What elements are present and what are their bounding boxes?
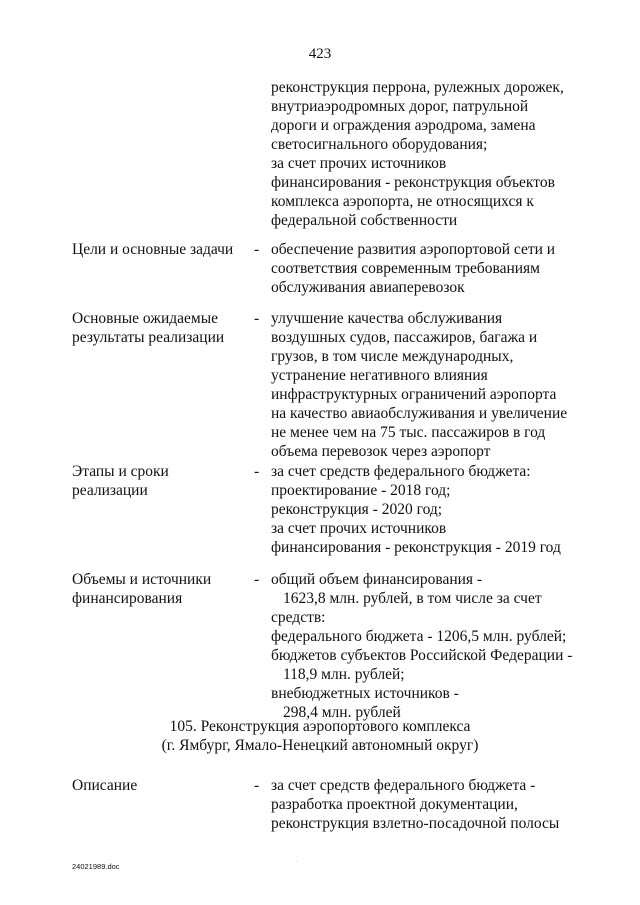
row-label bbox=[72, 570, 252, 608]
text-line: за счет средств федерального бюджета: bbox=[271, 463, 531, 480]
text-line: за счет средств федерального бюджета - bbox=[271, 777, 536, 794]
label-line: Описание bbox=[72, 777, 138, 794]
text-line: обеспечение развития аэропортовой сети и bbox=[271, 241, 556, 258]
label-line: результаты реализации bbox=[72, 329, 225, 346]
row-dash: - bbox=[254, 310, 260, 327]
text-line: светосигнального оборудования; bbox=[271, 136, 488, 153]
label-line: реализации bbox=[72, 482, 148, 499]
row-dash: - bbox=[254, 463, 260, 480]
text-line: финансирования - реконструкция объектов bbox=[271, 174, 555, 191]
row-text bbox=[271, 776, 591, 833]
row-text bbox=[271, 309, 591, 461]
label-line: Основные ожидаемые bbox=[72, 310, 219, 327]
scan-dot: . bbox=[296, 858, 298, 864]
row-dash: - bbox=[254, 777, 260, 794]
label-line: Цели и основные задачи bbox=[72, 241, 234, 258]
text-line: соответствия современным требованиям bbox=[271, 260, 540, 277]
text-line: 118,9 млн. рублей; bbox=[283, 666, 405, 683]
text-line: разработка проектной документации, bbox=[271, 796, 518, 813]
row-label bbox=[72, 776, 252, 795]
text-line: 298,4 млн. рублей bbox=[283, 704, 401, 721]
text-line: дороги и ограждения аэродрома, замена bbox=[271, 117, 536, 134]
text-line: обслуживания авиаперевозок bbox=[271, 279, 465, 296]
text-line: внебюджетных источников - bbox=[271, 685, 459, 702]
row-text bbox=[271, 462, 591, 557]
text-line: 1623,8 млн. рублей, в том числе за счет bbox=[283, 590, 542, 607]
row-dash: - bbox=[254, 241, 260, 258]
text-line: улучшение качества обслуживания bbox=[271, 310, 503, 327]
row-label bbox=[72, 240, 252, 259]
text-line: общий объем финансирования - bbox=[271, 571, 483, 588]
row-label bbox=[72, 309, 252, 347]
text-line: на качество авиаобслуживания и увеличение bbox=[271, 405, 568, 422]
text-line: за счет прочих источников bbox=[271, 155, 447, 172]
text-line: финансирования - реконструкция - 2019 год bbox=[271, 539, 561, 556]
text-line: средств: bbox=[271, 609, 326, 626]
label-line: финансирования bbox=[72, 590, 183, 607]
page-number: 423 bbox=[308, 46, 332, 62]
row-text bbox=[271, 240, 591, 297]
row-dash: - bbox=[254, 571, 260, 588]
text-line: за счет прочих источников bbox=[271, 520, 447, 537]
text-line: федеральной собственности bbox=[271, 212, 458, 229]
text-line: бюджетов субъектов Российской Федерации - bbox=[271, 647, 573, 664]
heading-line: 105. Реконструкция аэропортового комплекса bbox=[169, 718, 471, 735]
row-label bbox=[72, 462, 252, 500]
text-line: устранение негативного влияния bbox=[271, 367, 488, 384]
text-line: не менее чем на 75 тыс. пассажиров в год bbox=[271, 424, 546, 441]
text-line: грузов, в том числе международных, bbox=[271, 348, 514, 365]
text-line: реконструкция - 2020 год; bbox=[271, 501, 443, 518]
continuation-text bbox=[271, 78, 591, 230]
label-line: Этапы и сроки bbox=[72, 463, 169, 480]
row-text bbox=[271, 570, 591, 722]
text-line: проектирование - 2018 год; bbox=[271, 482, 451, 499]
text-line: реконструкция перрона, рулежных дорожек, bbox=[271, 79, 564, 96]
text-line: воздушных судов, пассажиров, багажа и bbox=[271, 329, 538, 346]
label-line: Объемы и источники bbox=[72, 571, 212, 588]
text-line: инфраструктурных ограничений аэропорта bbox=[271, 386, 557, 403]
text-line: внутриаэродромных дорог, патрульной bbox=[271, 98, 529, 115]
footer-filename: 24021989.doc bbox=[72, 862, 120, 871]
heading-line: (г. Ямбург, Ямало-Ненецкий автономный округ) bbox=[161, 737, 479, 754]
text-line: объема перевозок через аэропорт bbox=[271, 443, 491, 460]
text-line: федерального бюджета - 1206,5 млн. рублей; bbox=[271, 628, 567, 645]
text-line: комплекса аэропорта, не относящихся к bbox=[271, 193, 534, 210]
section-heading bbox=[0, 717, 640, 755]
text-line: реконструкция взлетно-посадочной полосы bbox=[271, 815, 560, 832]
